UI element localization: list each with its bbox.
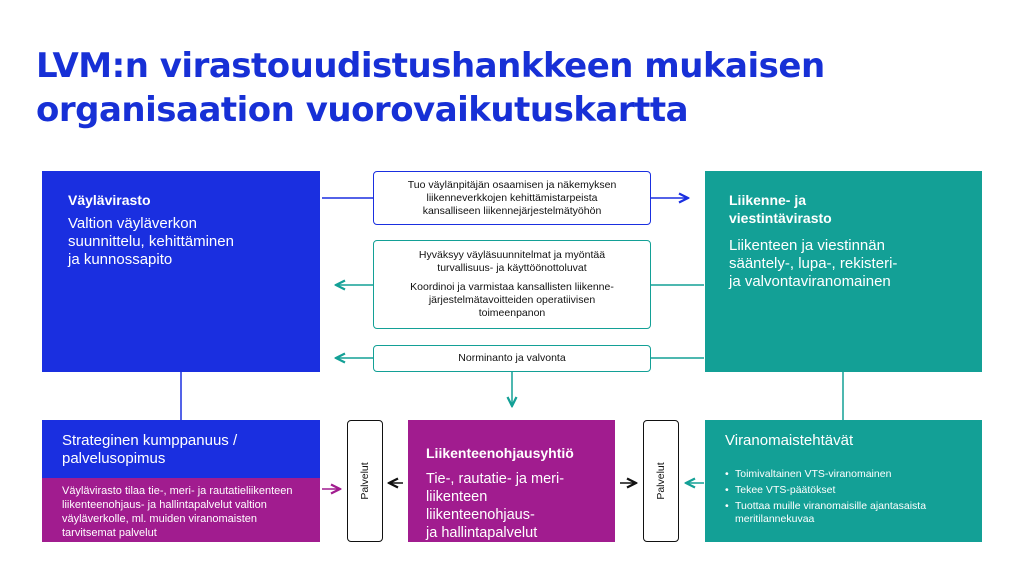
flow-box-hyvaksyy: Hyväksyy väyläsuunnitelmat ja myöntää turvallisuus- ja käyttöönottoluvat Koordinoi ja varmistaa kansallisten liikenne- järjestelmätavoitteiden operatiivisen toimeenpanon bbox=[373, 240, 651, 329]
list-item: • Tuottaa muille viranomaisille ajantasaista meritilannekuvaa bbox=[725, 500, 962, 526]
strateginen-box bbox=[42, 420, 320, 478]
palvelut-left-label: Palvelut bbox=[359, 462, 371, 500]
viranomais-box bbox=[705, 420, 982, 542]
liikenteenohjaus-heading: Liikenteenohjausyhtiö bbox=[426, 445, 574, 461]
liikennevirasto-text: Liikenteen ja viestinnän sääntely-, lupa-, rekisteri- ja valvontaviranomainen bbox=[729, 237, 898, 290]
vaylavirasto-heading: Väylävirasto bbox=[68, 192, 151, 208]
strateginen-text: Väylävirasto tilaa tie-, meri- ja rautatieliikenteen liikenteenohjaus- ja hallintapalvelut valtion väyläverkolle, ml. muiden viranomaisten tarvitsemat palvelut bbox=[62, 485, 293, 539]
title-line-1: LVM:n virastouudistushankkeen mukaisen bbox=[36, 46, 825, 86]
vaylavirasto-box bbox=[42, 171, 320, 372]
viranomais-list bbox=[725, 468, 962, 526]
palvelut-right-box bbox=[643, 420, 679, 542]
palvelut-left-box bbox=[347, 420, 383, 542]
strateginen-heading: Strateginen kumppanuus / palvelusopimus bbox=[62, 432, 238, 467]
flow-box-osaaminen: Tuo väylänpitäjän osaamisen ja näkemyksen liikenneverkkojen kehittämistarpeista kansalliseen liikennejärjestelmätyöhön bbox=[373, 171, 651, 225]
liikennevirasto-heading: Liikenne- ja viestintävirasto bbox=[729, 192, 832, 226]
palvelut-right-label: Palvelut bbox=[655, 462, 667, 500]
list-item: • Toimivaltainen VTS-viranomainen bbox=[725, 468, 962, 481]
liikenteenohjaus-text: Tie-, rautatie- ja meri- liikenteen liikenteenohjaus- ja hallintapalvelut bbox=[426, 471, 565, 541]
liikennevirasto-box bbox=[705, 171, 982, 372]
flow-box-norminanto: Norminanto ja valvonta bbox=[373, 345, 651, 372]
list-item: • Tekee VTS-päätökset bbox=[725, 484, 962, 497]
liikenteenohjaus-box bbox=[408, 420, 615, 542]
strateginen-detail-box bbox=[42, 478, 320, 542]
vaylavirasto-text: Valtion väyläverkon suunnittelu, kehittäminen ja kunnossapito bbox=[68, 215, 234, 268]
viranomais-heading: Viranomaistehtävät bbox=[725, 432, 854, 449]
title-line-2: organisaation vuorovaikutuskartta bbox=[36, 90, 689, 130]
